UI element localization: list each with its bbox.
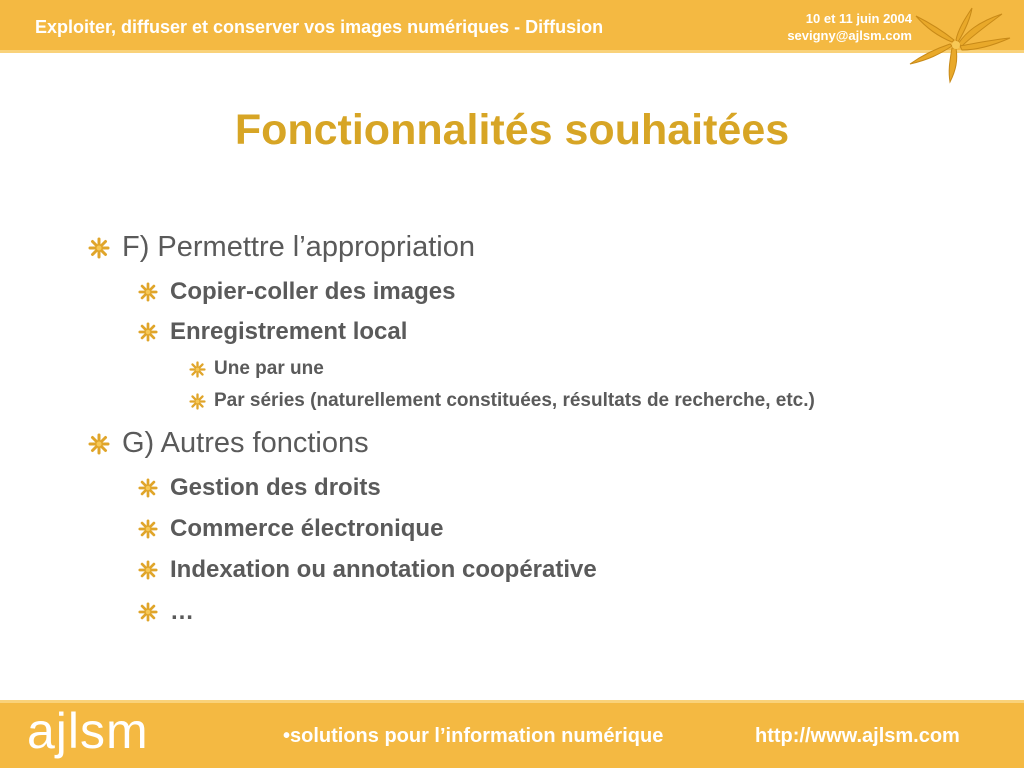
- outline-text: Commerce électronique: [170, 515, 444, 542]
- star-bullet-icon: [88, 237, 110, 259]
- contact-email: sevigny@ajlsm.com: [787, 28, 912, 43]
- outline-text: Indexation ou annotation coopérative: [170, 556, 597, 583]
- outline-text: G) Autres fonctions: [122, 427, 369, 459]
- event-date: 10 et 11 juin 2004: [805, 11, 912, 26]
- outline-text: …: [170, 598, 194, 625]
- outline-item-level1: [88, 427, 369, 460]
- outline-text: Copier-coller des images: [170, 278, 456, 305]
- slide-title: Fonctionnalités souhaitées: [234, 106, 790, 154]
- outline-item-level2: [138, 598, 194, 626]
- outline-item-level2: [138, 278, 455, 306]
- star-bullet-icon: [138, 478, 158, 498]
- star-bullet-icon: [189, 393, 206, 410]
- star-bullet-icon: [189, 361, 206, 378]
- outline-text: Une par une: [214, 358, 324, 379]
- outline-item-level2: [138, 556, 597, 584]
- star-bullet-icon: [138, 602, 158, 622]
- outline-item-level3: [189, 390, 815, 412]
- outline-text: Gestion des droits: [170, 474, 381, 501]
- star-bullet-icon: [138, 560, 158, 580]
- presentation-title: Exploiter, diffuser et conserver vos images numériques - Diffusion: [35, 17, 604, 37]
- star-bullet-icon: [138, 519, 158, 539]
- footer-bar: [0, 700, 1024, 768]
- outline-item-level3: [189, 358, 324, 380]
- outline-item-level2: [138, 318, 407, 346]
- outline-item-level2: [138, 474, 381, 502]
- footer-url: http://www.ajlsm.com: [755, 725, 960, 747]
- brand-logo: ajlsm: [27, 703, 149, 759]
- outline-text: F) Permettre l’appropriation: [122, 231, 475, 263]
- outline-item-level1: [88, 231, 475, 264]
- star-bullet-icon: [138, 282, 158, 302]
- footer-tagline: •solutions pour l’information numérique: [283, 725, 664, 747]
- outline-text: Enregistrement local: [170, 318, 408, 345]
- star-bullet-icon: [88, 433, 110, 455]
- star-bullet-icon: [138, 322, 158, 342]
- outline-text: Par séries (naturellement constituées, résultats de recherche, etc.): [214, 390, 815, 411]
- outline-item-level2: [138, 515, 443, 543]
